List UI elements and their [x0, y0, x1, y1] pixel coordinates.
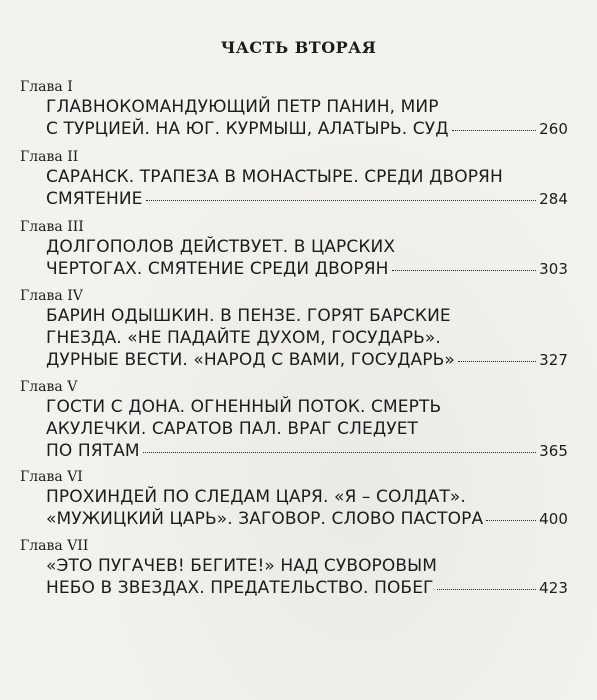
chapter-title-line: САРАНСК. ТРАПЕЗА В МОНАСТЫРЕ. СРЕДИ ДВОРЯН [46, 167, 503, 187]
chapter-label: Глава VII [20, 538, 89, 554]
chapter-title-line: ГЛАВНОКОМАНДУЮЩИЙ ПЕТР ПАНИН, МИР [46, 97, 439, 117]
chapter-title-text: «МУЖИЦКИЙ ЦАРЬ». ЗАГОВОР. СЛОВО ПАСТОРА [46, 509, 484, 529]
chapter-title-last-line [46, 258, 568, 280]
dot-leader [143, 451, 536, 453]
chapter-title-text: НЕБО В ЗВЕЗДАХ. ПРЕДАТЕЛЬСТВО. ПОБЕГ [46, 578, 434, 598]
chapter-title-text: ЧЕРТОГАХ. СМЯТЕНИЕ СРЕДИ ДВОРЯН [46, 259, 389, 279]
chapter-title-text: СМЯТЕНИЕ [46, 189, 143, 209]
chapter-label: Глава V [20, 379, 78, 395]
dot-leader [486, 519, 536, 521]
chapter-title-line: ДОЛГОПОЛОВ ДЕЙСТВУЕТ. В ЦАРСКИХ [46, 237, 396, 257]
chapter-label: Глава I [20, 79, 73, 95]
chapter-label: Глава VI [20, 469, 83, 485]
page-number: 327 [539, 351, 568, 369]
page-number: 303 [539, 260, 568, 278]
dot-leader [458, 360, 536, 362]
chapter-title-line: АКУЛЕЧКИ. САРАТОВ ПАЛ. ВРАГ СЛЕДУЕТ [46, 419, 419, 439]
chapter-title-last-line [46, 349, 568, 371]
chapter-title-last-line [46, 440, 568, 462]
chapter-title-text: ДУРНЫЕ ВЕСТИ. «НАРОД С ВАМИ, ГОСУДАРЬ» [46, 350, 455, 370]
chapter-3 [20, 218, 568, 280]
chapter-6 [20, 468, 568, 530]
dot-leader [392, 269, 537, 271]
part-title: ЧАСТЬ ВТОРАЯ [220, 38, 377, 57]
chapter-title-last-line [46, 118, 568, 140]
dot-leader [437, 588, 537, 590]
chapter-label: Глава IV [20, 288, 83, 304]
chapter-title-line: ГОСТИ С ДОНА. ОГНЕННЫЙ ПОТОК. СМЕРТЬ [46, 397, 442, 417]
chapter-title-line: ГНЕЗДА. «НЕ ПАДАЙТЕ ДУХОМ, ГОСУДАРЬ». [46, 328, 441, 348]
chapter-title-text: С ТУРЦИЕЙ. НА ЮГ. КУРМЫШ, АЛАТЫРЬ. СУД [46, 119, 449, 139]
page-number: 400 [539, 510, 568, 528]
chapter-2 [20, 148, 568, 210]
chapter-title-line: БАРИН ОДЫШКИН. В ПЕНЗЕ. ГОРЯТ БАРСКИЕ [46, 306, 451, 326]
page-number: 284 [539, 190, 568, 208]
page-number: 260 [539, 120, 568, 138]
chapter-title-line: «ЭТО ПУГАЧЕВ! БЕГИТЕ!» НАД СУВОРОВЫМ [46, 556, 438, 576]
chapter-title-text: ПО ПЯТАМ [46, 441, 140, 461]
page-number: 365 [539, 442, 568, 460]
dot-leader [146, 199, 537, 201]
chapter-title-last-line [46, 188, 568, 210]
chapter-1 [20, 78, 568, 140]
chapter-7 [20, 537, 568, 599]
dot-leader [452, 129, 536, 131]
chapter-title-last-line [46, 508, 568, 530]
chapter-title-line: ПРОХИНДЕЙ ПО СЛЕДАМ ЦАРЯ. «Я – СОЛДАТ». [46, 487, 466, 507]
chapter-5 [20, 378, 568, 462]
page-number: 423 [539, 579, 568, 597]
chapter-label: Глава II [20, 149, 79, 165]
chapter-title-last-line [46, 577, 568, 599]
chapter-label: Глава III [20, 219, 84, 235]
chapter-4 [20, 287, 568, 371]
